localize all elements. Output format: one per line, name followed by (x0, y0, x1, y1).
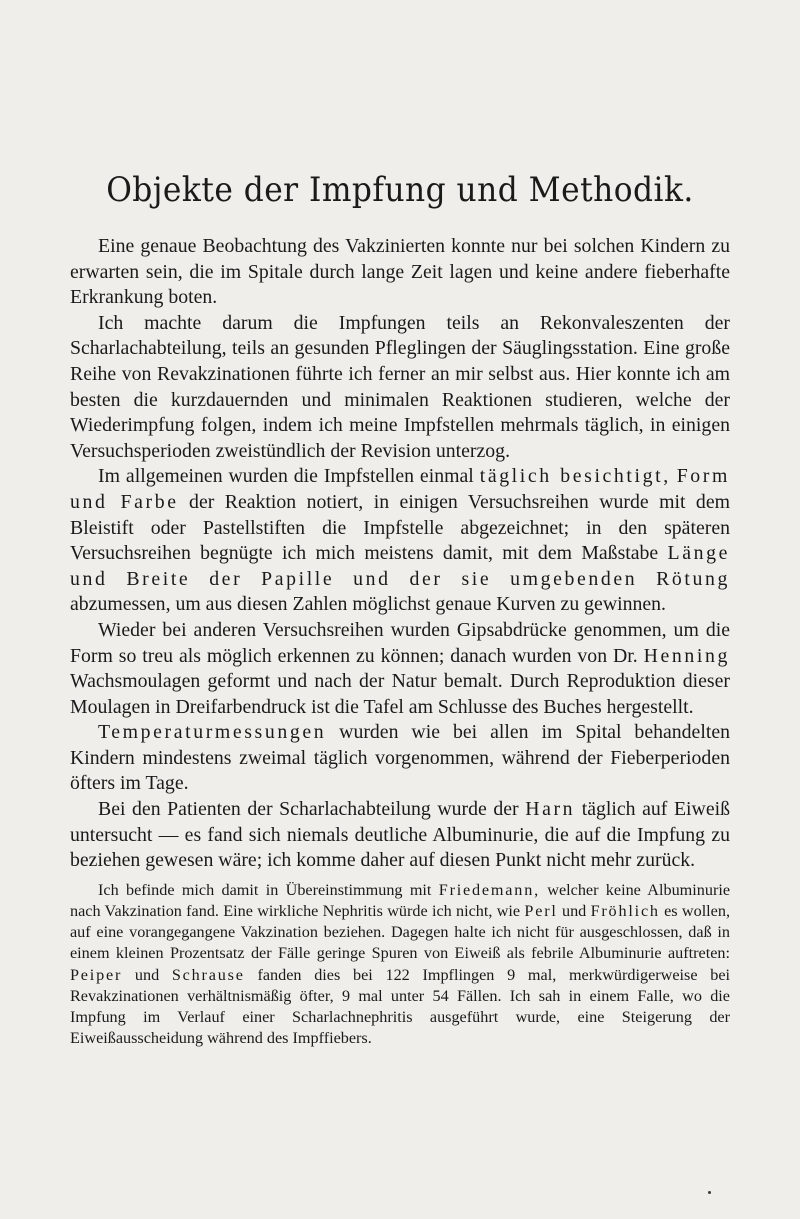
emphasis-temperaturmessungen: Temperaturmessungen (98, 721, 327, 744)
paragraph-6 (70, 797, 730, 874)
note-text-a: Ich befinde mich damit in Übereinstimmung mit (98, 880, 432, 899)
paragraph-3 (70, 464, 730, 618)
emphasis-taeglich-besichtigt: täglich besichtigt, (479, 465, 671, 488)
paragraph-4 (70, 618, 730, 720)
emphasis-henning: Henning (643, 644, 730, 667)
book-page (70, 168, 730, 1049)
emphasis-friedemann: Friedemann, (438, 880, 540, 899)
note-text-i: und (134, 965, 160, 984)
paragraph-6-text-a: Bei den Patienten der Scharlachabteilung wurde der (98, 798, 519, 821)
paragraph-3-text-a: Im allgemeinen wurden die Impfstellen einmal (98, 465, 474, 488)
note-text-e: und (561, 902, 587, 921)
paragraph-3-text-d: der Reaktion notiert, in einigen Versuchsreihen wurde mit dem Bleistift oder Pastellstiften die Impfstelle abgezeichnet; in den späteren Versuchsreihen begnügte ich mich meistens damit, mit dem Maßstabe (70, 490, 730, 565)
paragraph-4-text-a: Wieder bei anderen Versuchsreihen wurden Gipsabdrücke genommen, um die Form so treu als möglich erkennen zu können; danach wurden von Dr. (70, 618, 730, 667)
emphasis-schrause: Schrause (171, 965, 245, 984)
note-text-k: fanden dies bei 122 Impflingen 9 mal, merkwürdigerweise bei Revakzinationen verhältnismäßig öfter, 9 mal unter 54 Fällen. Ich sah in einem Falle, wo die Impfung im Verlauf einer Scharlachnephritis ausgeführt wurde, eine Steigerung der Eiweißausscheidung während des Impffiebers. (70, 965, 731, 1048)
paragraph-3-text-f: abzumessen, um aus diesen Zahlen möglichst genaue Kurven zu gewinnen. (70, 593, 667, 616)
paragraph-2: Ich machte darum die Impfungen teils an Rekonvaleszenten der Scharlachabteilung, teils an gesunden Pfleglingen der Säuglingsstation. Eine große Reihe von Revakzinationen führte ich ferner an mir selbst aus. Hier konnte ich am besten die kurzdauernden und minimalen Reaktionen studieren, welche der Wiederimpfung folgen, indem ich meine Impfstellen mehrmals täglich, in einigen Versuchsperioden zweistündlich der Revision unterzog. (70, 311, 730, 462)
note-text-g: es wollen, auf eine vorangegangene Vakzination beziehen. Dagegen halte ich nicht für ausgeschlossen, daß in einem kleinen Prozentsatz der Fälle geringe Spuren von Eiweiß als febrile Albuminurie auftreten: (70, 902, 731, 963)
paragraph-6-text-c: täglich auf Eiweiß untersucht — es fand sich niemals deutliche Albuminurie, die auf die Impfung zu beziehen gewesen wäre; ich komme daher auf diesen Punkt nicht mehr zurück. (70, 798, 730, 872)
emphasis-laenge-und-breite: Länge und Breite der Papille und der sie umgebenden Rötung (70, 542, 730, 590)
paragraph-5 (70, 720, 730, 797)
emphasis-perl: Perl (524, 902, 558, 921)
note-text-c: welcher keine Albuminurie nach Vakzination fand. Eine wirkliche Nephritis würde ich nicht, wie (70, 880, 731, 921)
emphasis-peiper: Peiper (70, 965, 123, 984)
ink-speck (708, 1191, 711, 1194)
paragraph-1: Eine genaue Beobachtung des Vakzinierten konnte nur bei solchen Kindern zu erwarten sein, die im Spitale durch lange Zeit lagen und keine andere fieberhafte Erkrankung boten. (70, 235, 730, 309)
emphasis-form-und-farbe: Form und Farbe (70, 465, 730, 513)
emphasis-harn: Harn (525, 798, 576, 821)
chapter-title: Objekte der Impfung und Methodik. (106, 170, 694, 210)
paragraph-5-text-b: wurden wie bei allen im Spital behandelten Kindern mindestens zweimal täglich vorgenommen, während der Fieberperioden öfters im Tage. (70, 721, 730, 795)
paragraph-4-text-c: Wachsmoulagen geformt und nach der Natur bemalt. Durch Reproduktion dieser Moulagen in Dreifarbendruck ist die Tafel am Schlusse des Buches hergestellt. (70, 670, 730, 718)
small-print-note (70, 880, 730, 1050)
emphasis-froehlich: Fröhlich (590, 902, 660, 921)
